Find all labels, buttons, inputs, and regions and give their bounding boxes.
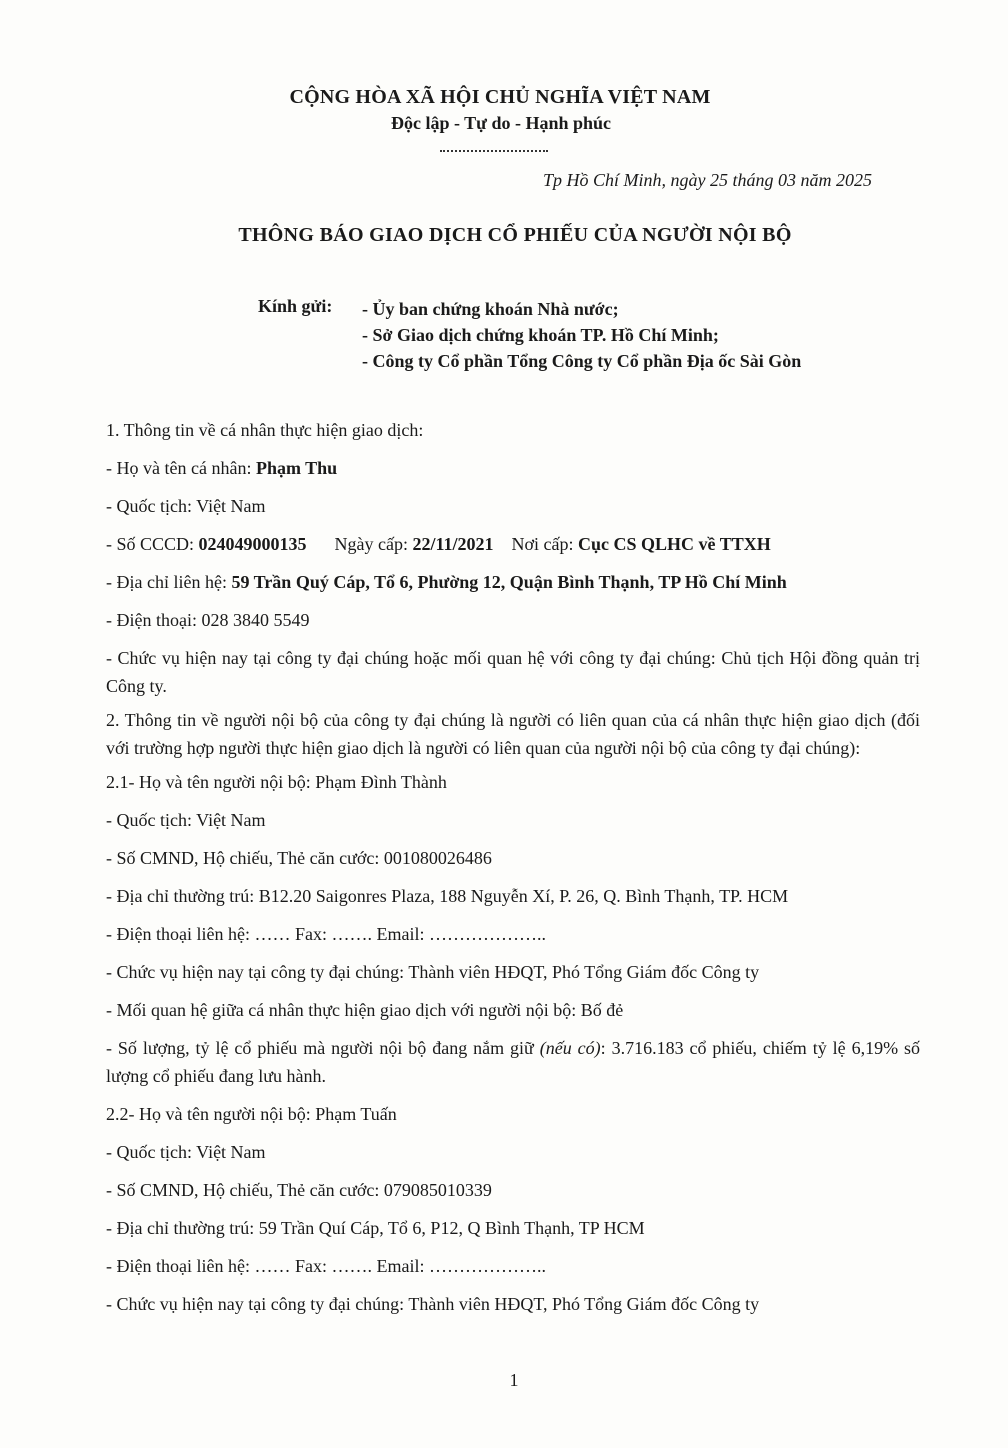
insider1-contact: - Điện thoại liên hệ: …… Fax: ……. Email: ……………….. [106,924,546,944]
section1-heading: 1. Thông tin về cá nhân thực hiện giao dịch: [106,420,424,440]
insider1-relationship: - Mối quan hệ giữa cá nhân thực hiện giao dịch với người nội bộ: Bố đẻ [106,1000,624,1020]
insider2-nationality: - Quốc tịch: Việt Nam [106,1142,266,1162]
insider1-position: - Chức vụ hiện nay tại công ty đại chúng: Thành viên HĐQT, Phó Tổng Giám đốc Công ty [106,962,760,982]
issue-place-label: Nơi cấp: [511,534,579,554]
individual-address-line [106,568,920,596]
insider2-contact: - Điện thoại liên hệ: …… Fax: ……. Email: ……………….. [106,1256,546,1276]
insider1-holding [106,1034,920,1090]
insider2-address: - Địa chỉ thường trú: 59 Trần Quí Cáp, Tổ 6, P12, Q Bình Thạnh, TP HCM [106,1218,645,1238]
national-header [0,86,1008,134]
insider2-id: - Số CMND, Hộ chiếu, Thẻ căn cước: 079085010339 [106,1180,492,1200]
holding-text-italic: (nếu có) [539,1038,601,1058]
insider1-id: - Số CMND, Hộ chiếu, Thẻ căn cước: 001080026486 [106,848,492,868]
place-and-date: Tp Hồ Chí Minh, ngày 25 tháng 03 năm 2025 [542,170,872,190]
recipients-list [362,296,801,374]
insider1-name: 2.1- Họ và tên người nội bộ: Phạm Đình Thành [106,772,447,792]
insider1-nationality: - Quốc tịch: Việt Nam [106,810,266,830]
document-title: THÔNG BÁO GIAO DỊCH CỔ PHIẾU CỦA NGƯỜI NỘI BỘ [238,224,792,246]
individual-id-line [106,530,920,558]
issue-date-value: 22/11/2021 [412,534,494,554]
recipients-label: Kính gửi: [258,296,333,316]
national-motto: Độc lập - Tự do - Hạnh phúc [390,113,612,133]
recipient-item: - Ủy ban chứng khoán Nhà nước; [362,299,619,319]
individual-name-value: Phạm Thu [255,458,338,478]
page-number: 1 [509,1370,519,1390]
issue-place-value: Cục CS QLHC về TTXH [578,534,771,554]
id-value: 024049000135 [198,534,307,554]
holding-text-pre: - Số lượng, tỷ lệ cổ phiếu mà người nội bộ đang nắm giữ [106,1038,540,1058]
individual-name-line [106,454,920,482]
address-label: - Địa chỉ liên hệ: [106,572,232,592]
recipient-item: - Công ty Cổ phần Tổng Công ty Cổ phần Địa ốc Sài Gòn [362,351,802,371]
individual-phone: - Điện thoại: 028 3840 5549 [106,610,310,630]
id-label: - Số CCCD: [106,534,199,554]
insider2-name: 2.2- Họ và tên người nội bộ: Phạm Tuấn [106,1104,397,1124]
insider1-address: - Địa chỉ thường trú: B12.20 Saigonres Plaza, 188 Nguyễn Xí, P. 26, Q. Bình Thạnh, TP. HCM [106,886,789,906]
address-value: 59 Trần Quý Cáp, Tổ 6, Phường 12, Quận Bình Thạnh, TP Hồ Chí Minh [231,572,787,592]
holding-text-post: : 3.716.183 cổ phiếu, chiếm tỷ lệ 6,19% số lượng cổ phiếu đang lưu hành. [106,1038,921,1086]
individual-position: - Chức vụ hiện nay tại công ty đại chúng hoặc mối quan hệ với công ty đại chúng: Chủ tịch Hội đồng quản trị Công ty. [106,648,920,696]
section2-heading: 2. Thông tin về người nội bộ của công ty đại chúng là người có liên quan của cá nhân thực hiện giao dịch (đối với trường hợp người thực hiện giao dịch là người có liên quan của người nội bộ của công ty đại chúng): [106,710,920,758]
recipient-item: - Sở Giao dịch chứng khoán TP. Hồ Chí Minh; [362,325,719,345]
individual-nationality: - Quốc tịch: Việt Nam [106,496,266,516]
header-divider [440,150,548,152]
individual-name-label: - Họ và tên cá nhân: [106,458,256,478]
document-body [106,416,920,1318]
issue-date-label: Ngày cấp: [334,534,413,554]
insider2-position: - Chức vụ hiện nay tại công ty đại chúng: Thành viên HĐQT, Phó Tổng Giám đốc Công ty [106,1294,760,1314]
country-name: CỘNG HÒA XÃ HỘI CHỦ NGHĨA VIỆT NAM [289,86,711,108]
